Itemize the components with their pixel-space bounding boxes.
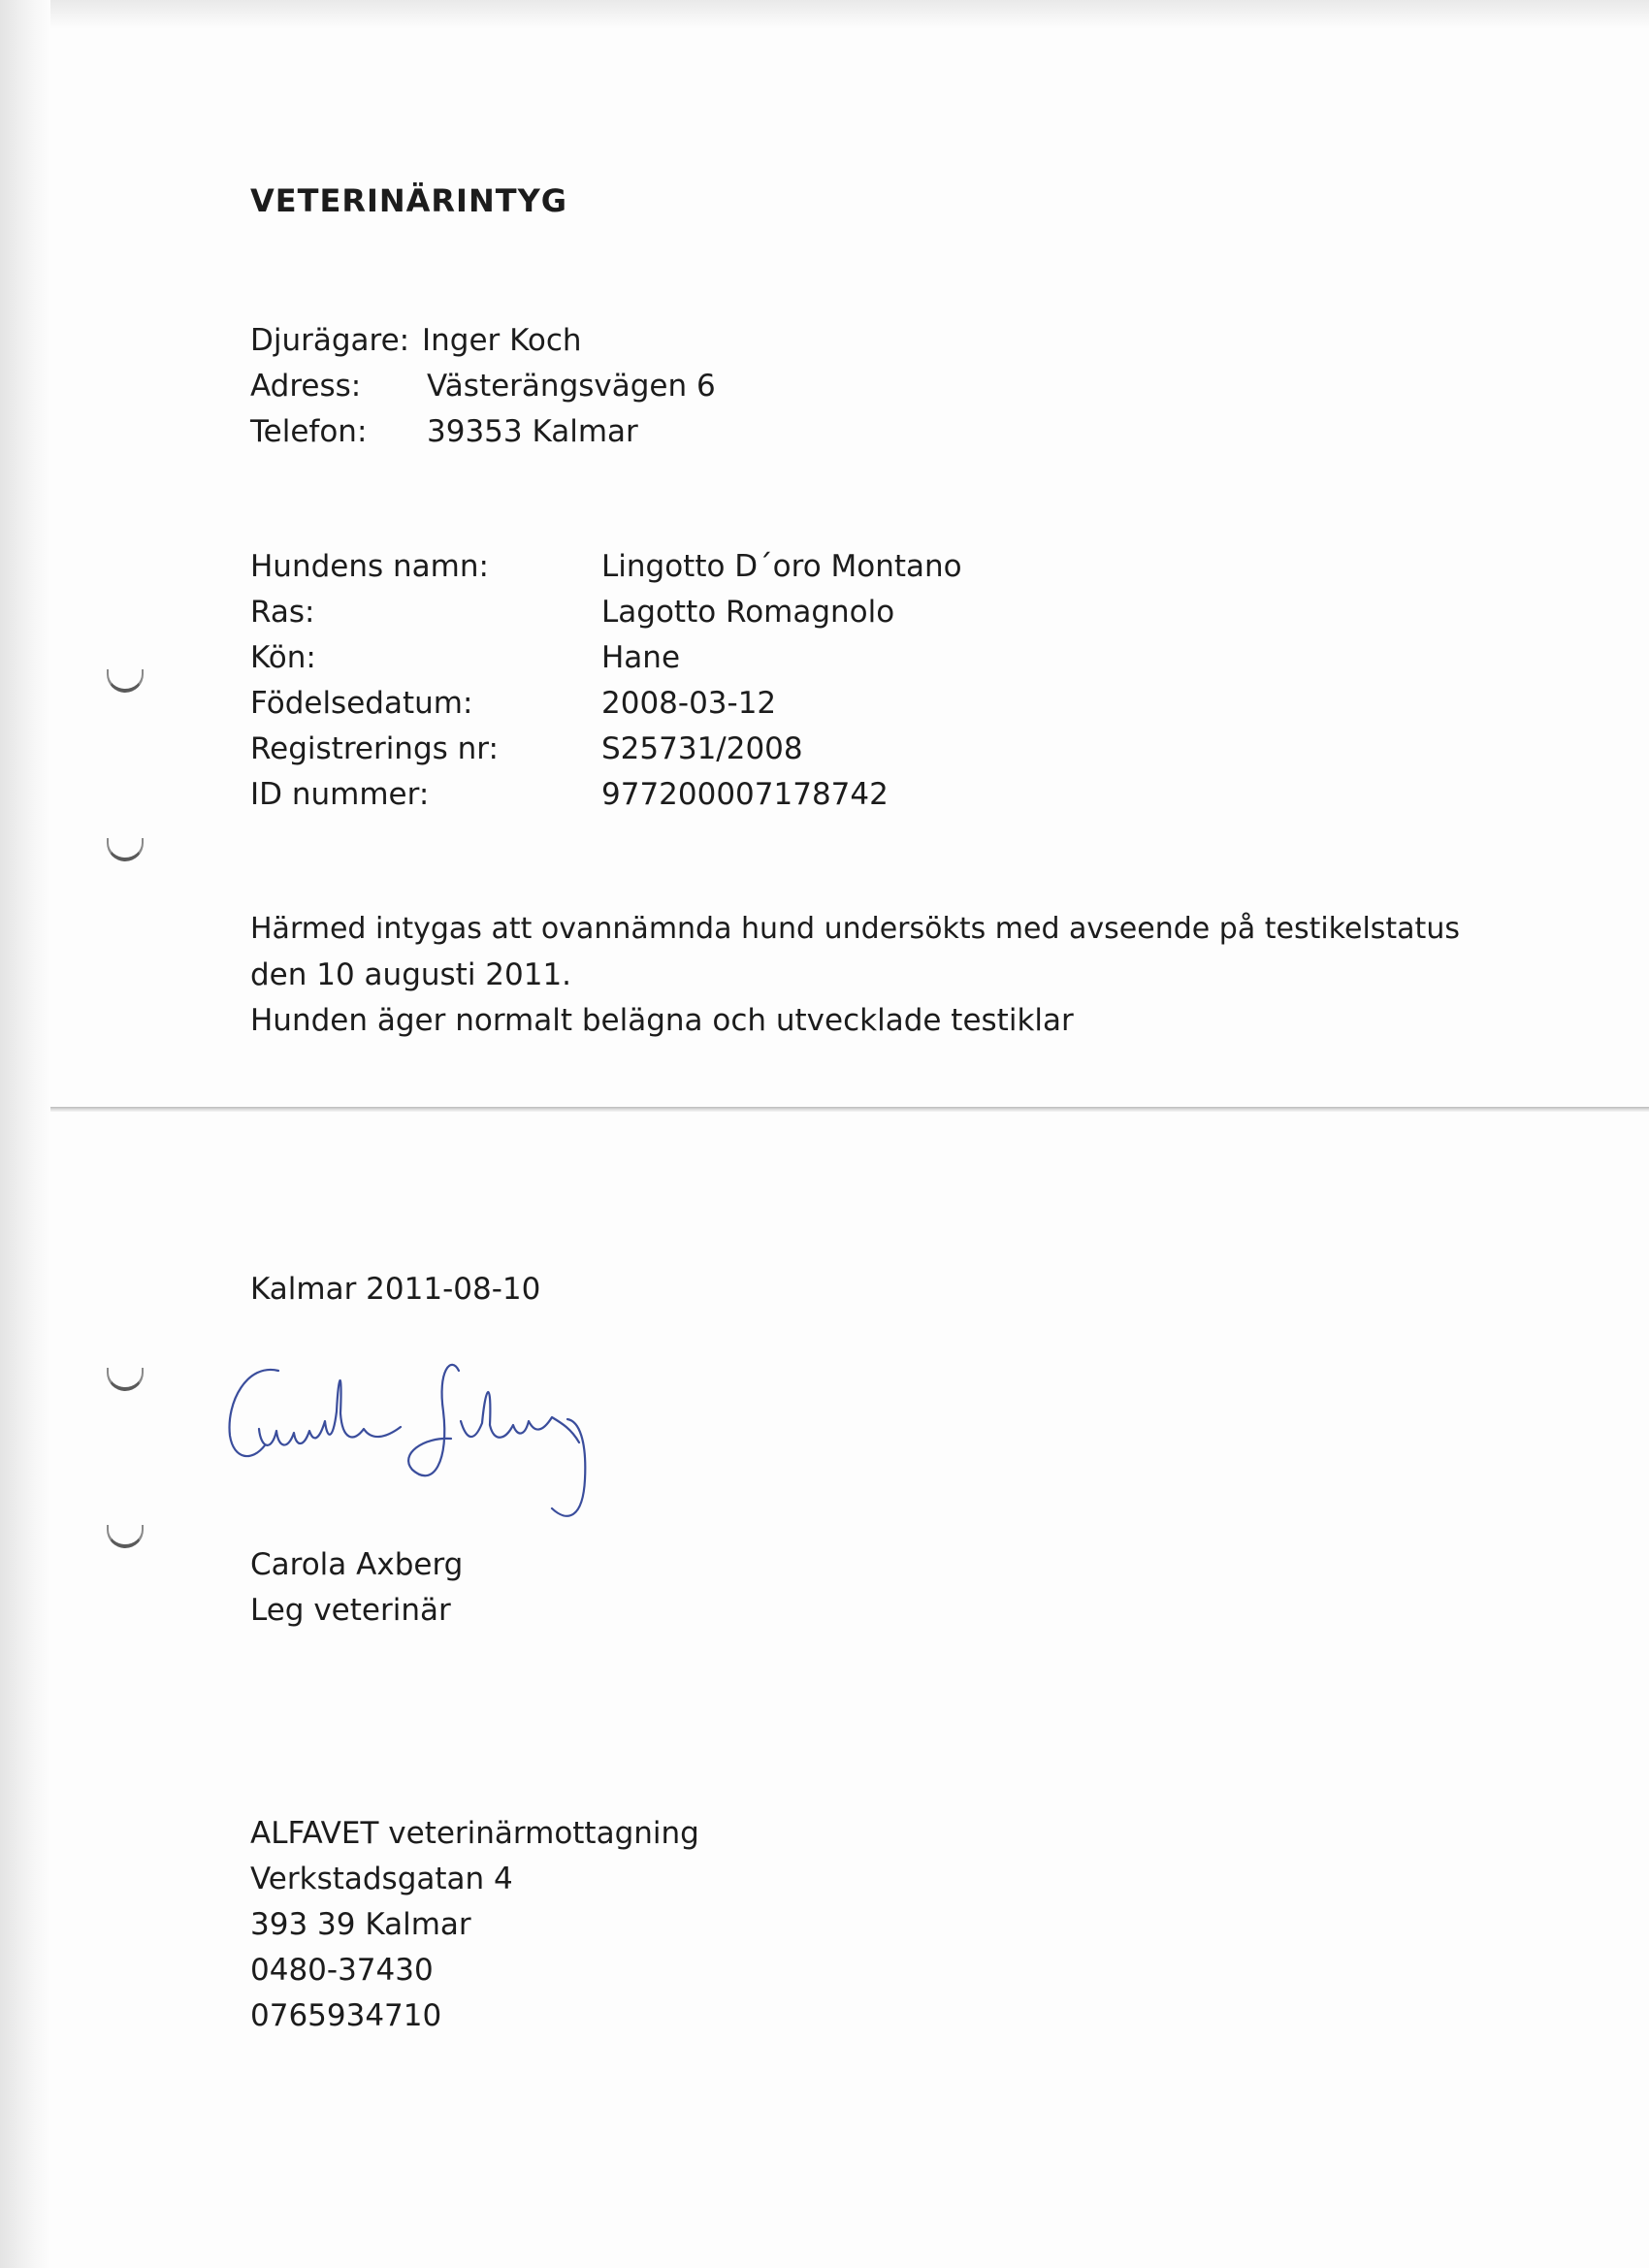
address-label: Adress: [250, 369, 362, 404]
clinic-phone-2: 0765934710 [250, 1998, 442, 2033]
id-number-value: 977200007178742 [601, 777, 889, 812]
id-number-label: ID nummer: [250, 777, 430, 812]
birth-date-label: Födelsedatum: [250, 686, 473, 721]
paper-fold-line [50, 1107, 1649, 1112]
phone-label: Telefon: [250, 414, 368, 449]
statement-line-1: Härmed intygas att ovannämnda hund undersökts med avseende på testikelstatus [250, 912, 1460, 946]
scan-edge-left [0, 0, 50, 2268]
statement-line-2: den 10 augusti 2011. [250, 957, 572, 992]
punch-hole-mark [107, 669, 144, 693]
sex-value: Hane [601, 640, 681, 675]
dog-name-value: Lingotto D´oro Montano [601, 549, 962, 584]
place-date: Kalmar 2011-08-10 [250, 1272, 541, 1307]
clinic-street: Verkstadsgatan 4 [250, 1862, 513, 1896]
clinic-name: ALFAVET veterinärmottagning [250, 1816, 699, 1851]
registration-value: S25731/2008 [601, 731, 803, 766]
birth-date-value: 2008-03-12 [601, 686, 777, 721]
owner-city: 39353 Kalmar [427, 414, 638, 449]
clinic-phone-1: 0480-37430 [250, 1953, 434, 1988]
handwritten-signature [218, 1353, 703, 1567]
signer-title: Leg veterinär [250, 1593, 451, 1628]
owner-name: Inger Koch [422, 323, 582, 358]
registration-label: Registrerings nr: [250, 731, 499, 766]
breed-value: Lagotto Romagnolo [601, 595, 895, 630]
document-title: VETERINÄRINTYG [250, 182, 567, 219]
breed-label: Ras: [250, 595, 315, 630]
punch-hole-mark [107, 838, 144, 861]
punch-hole-mark [107, 1368, 144, 1391]
dog-name-label: Hundens namn: [250, 549, 489, 584]
statement-line-3: Hunden äger normalt belägna och utvecklade testiklar [250, 1003, 1074, 1038]
signer-name: Carola Axberg [250, 1547, 464, 1582]
sex-label: Kön: [250, 640, 316, 675]
owner-address: Västerängsvägen 6 [427, 369, 716, 404]
clinic-city: 393 39 Kalmar [250, 1907, 471, 1942]
punch-hole-mark [107, 1525, 144, 1548]
owner-label: Djurägare: [250, 323, 410, 358]
scan-edge-top [50, 0, 1649, 29]
